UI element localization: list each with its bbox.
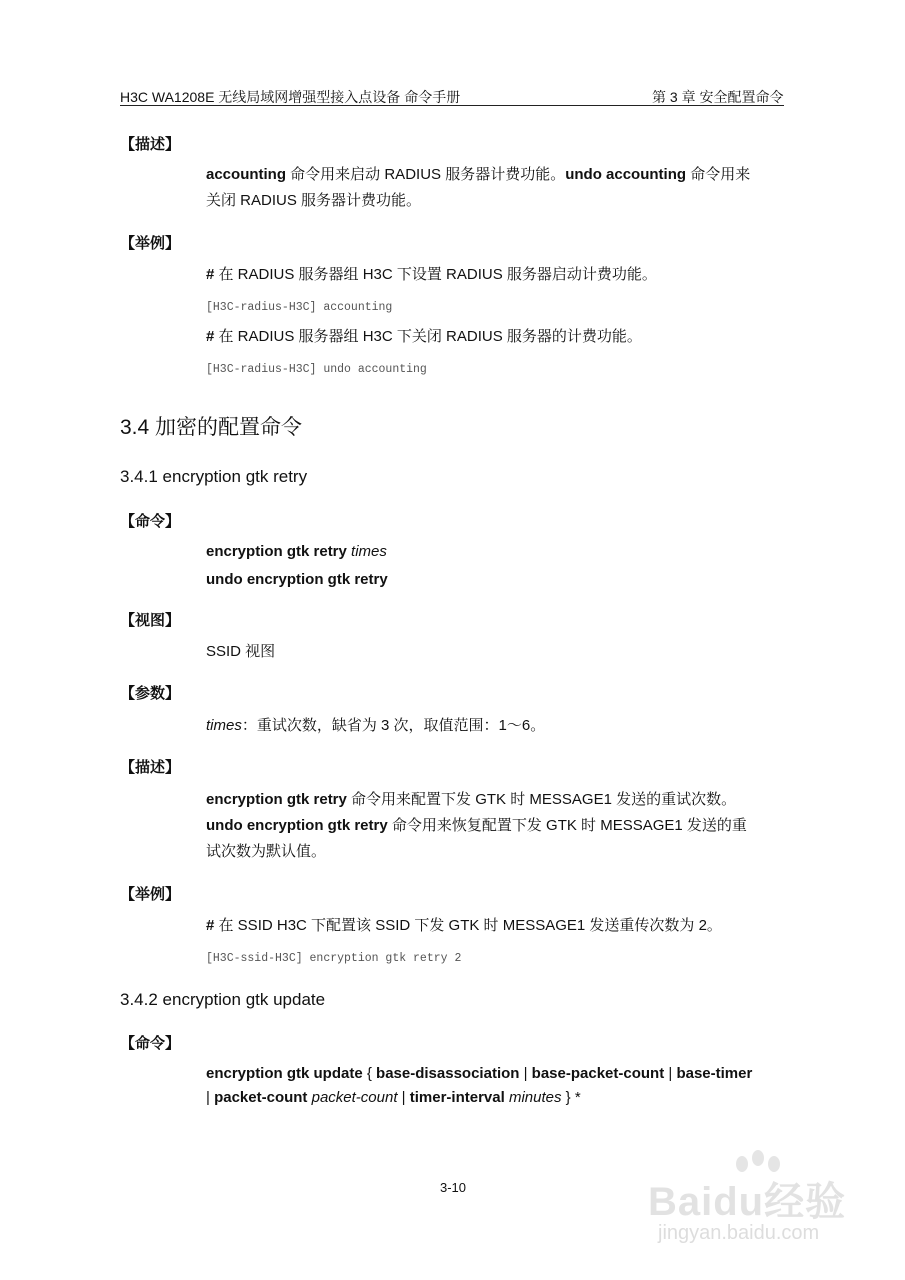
example-text: 在 RADIUS 服务器组 H3C 下关闭 RADIUS 服务器的计费功能。 bbox=[214, 328, 642, 345]
param-text: ：重试次数，缺省为 3 次，取值范围：1～6。 bbox=[241, 717, 546, 734]
example-label-a: 【举例】 bbox=[120, 235, 181, 252]
subsection-heading-3-4-1: 3.4.1 encryption gtk retry bbox=[120, 467, 308, 486]
hash-mark: # bbox=[206, 917, 215, 934]
command-syntax-3-line2 bbox=[206, 1086, 581, 1110]
desc-label-a: 【描述】 bbox=[120, 136, 181, 153]
view-text: SSID 视图 bbox=[206, 643, 276, 660]
cmd-param: times bbox=[351, 543, 387, 560]
example-line-2 bbox=[206, 325, 642, 349]
hash-mark: # bbox=[206, 328, 215, 345]
command-syntax-1 bbox=[206, 540, 387, 564]
desc-paragraph-1-line1 bbox=[206, 788, 736, 812]
command-label-1: 【命令】 bbox=[120, 513, 181, 530]
cmd-keyword: encryption gtk retry bbox=[206, 791, 347, 808]
command-label-2: 【命令】 bbox=[120, 1035, 181, 1052]
cmd-punct: { bbox=[362, 1065, 377, 1082]
cmd-keyword: base-packet-count bbox=[531, 1065, 665, 1082]
section-heading-3-4: 3.4 加密的配置命令 bbox=[120, 416, 303, 439]
example-code-2: [H3C-radius-H3C] undo accounting bbox=[206, 363, 427, 376]
desc-paragraph-1-line2 bbox=[206, 814, 747, 838]
header-rule bbox=[120, 105, 784, 106]
desc-text: 命令用来 bbox=[686, 166, 751, 183]
example-code-1: [H3C-radius-H3C] accounting bbox=[206, 301, 393, 314]
example-line-3 bbox=[206, 914, 722, 938]
cmd-keyword: encryption gtk update bbox=[206, 1065, 363, 1082]
cmd-keyword: undo encryption gtk retry bbox=[206, 817, 388, 834]
desc-label-1: 【描述】 bbox=[120, 759, 181, 776]
param-label: 【参数】 bbox=[120, 685, 181, 702]
cmd-keyword: packet-count bbox=[214, 1089, 308, 1106]
command-syntax-3-line1 bbox=[206, 1062, 752, 1086]
desc-text: 命令用来启动 RADIUS 服务器计费功能。 bbox=[286, 166, 566, 183]
example-label-1: 【举例】 bbox=[120, 886, 181, 903]
example-code-3: [H3C-ssid-H3C] encryption gtk retry 2 bbox=[206, 952, 462, 965]
watermark-url: jingyan.baidu.com bbox=[658, 1222, 820, 1244]
watermark-main: Baidu经验 bbox=[648, 1180, 847, 1224]
baidu-watermark bbox=[640, 1150, 870, 1270]
desc-text: 命令用来配置下发 GTK 时 MESSAGE1 发送的重试次数。 bbox=[346, 791, 737, 808]
desc-paragraph-a-line1 bbox=[206, 163, 750, 187]
cmd-keyword: base-disassociation bbox=[376, 1065, 520, 1082]
cmd-punct: | bbox=[664, 1065, 677, 1082]
cmd-keyword: accounting bbox=[206, 166, 287, 183]
cmd-punct: } * bbox=[561, 1089, 581, 1106]
cmd-param: packet-count bbox=[307, 1089, 398, 1106]
cmd-keyword: base-timer bbox=[676, 1065, 753, 1082]
example-line-1 bbox=[206, 263, 657, 287]
running-header-left: H3C WA1208E 无线局域网增强型接入点设备 命令手册 bbox=[120, 89, 461, 105]
cmd-keyword: undo accounting bbox=[565, 166, 687, 183]
desc-text: 命令用来恢复配置下发 GTK 时 MESSAGE1 发送的重 bbox=[387, 817, 747, 834]
cmd-param: minutes bbox=[504, 1089, 562, 1106]
cmd-keyword: timer-interval bbox=[409, 1089, 505, 1106]
param-name: times bbox=[206, 717, 242, 734]
subsection-heading-3-4-2: 3.4.2 encryption gtk update bbox=[120, 990, 326, 1009]
cmd-punct: | bbox=[519, 1065, 532, 1082]
desc-paragraph-1-line3: 试次数为默认值。 bbox=[206, 843, 327, 860]
example-text: 在 RADIUS 服务器组 H3C 下设置 RADIUS 服务器启动计费功能。 bbox=[214, 266, 657, 283]
page-number: 3-10 bbox=[440, 1180, 467, 1195]
desc-paragraph-a-line2: 关闭 RADIUS 服务器计费功能。 bbox=[206, 192, 422, 209]
example-text: 在 SSID H3C 下配置该 SSID 下发 GTK 时 MESSAGE1 发送重传次数为 2。 bbox=[214, 917, 722, 934]
cmd-punct: | bbox=[397, 1089, 410, 1106]
running-header-right: 第 3 章 安全配置命令 bbox=[652, 89, 784, 105]
command-syntax-2: undo encryption gtk retry bbox=[206, 571, 388, 588]
cmd-keyword: encryption gtk retry bbox=[206, 543, 347, 560]
view-label: 【视图】 bbox=[120, 612, 181, 629]
cmd-punct: | bbox=[206, 1089, 215, 1106]
hash-mark: # bbox=[206, 266, 215, 283]
param-description bbox=[206, 714, 545, 738]
